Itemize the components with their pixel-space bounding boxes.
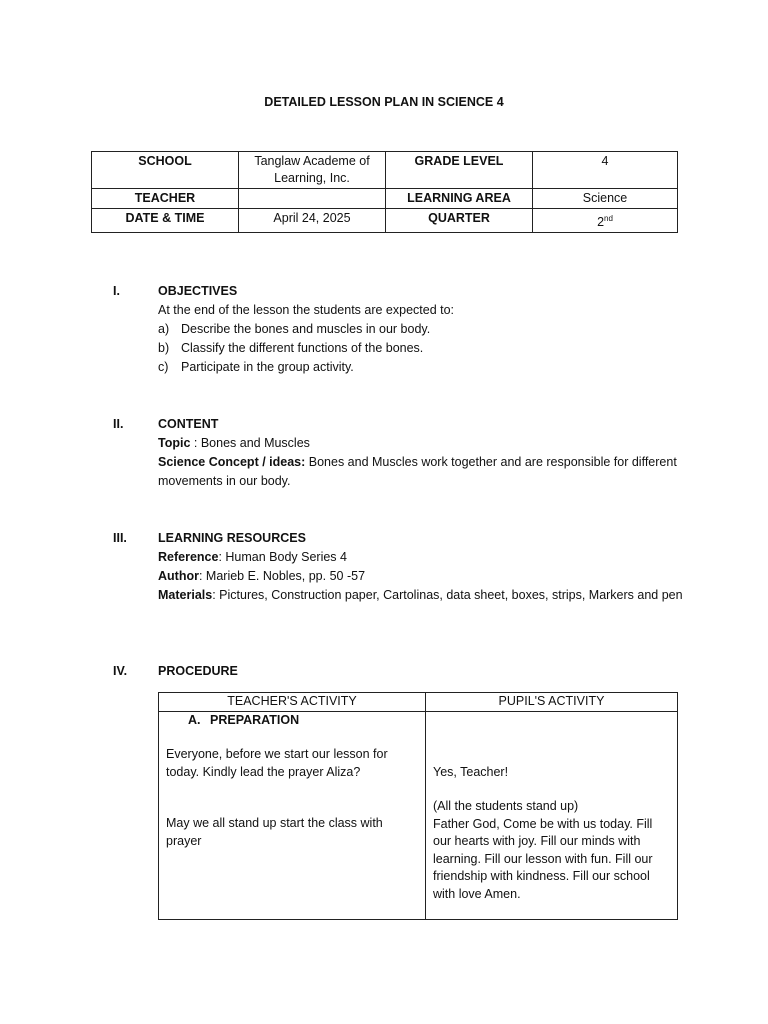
section-number: IV.	[113, 664, 128, 678]
teacher-label: TEACHER	[92, 189, 239, 209]
quarter-number: 2	[597, 215, 605, 230]
school-value-line2: Learning, Inc.	[274, 171, 350, 185]
list-item-text: Describe the bones and muscles in our body.	[181, 322, 431, 336]
teacher-instruction: Everyone, before we start our lesson for today. Kindly lead the prayer Aliza?	[166, 747, 388, 779]
school-label: SCHOOL	[92, 152, 239, 189]
table-row	[92, 189, 678, 209]
quarter-label: QUARTER	[386, 209, 533, 233]
table-row	[92, 209, 678, 233]
learning-area-value: Science	[533, 189, 678, 209]
pupil-response: Yes, Teacher!	[433, 764, 509, 779]
list-marker: a)	[158, 322, 170, 336]
list-item	[158, 358, 683, 377]
list-item	[158, 320, 683, 339]
concept-value: Bones and Muscles work together and are responsible for different movements in our body.	[158, 455, 677, 488]
reference-label: Reference	[158, 550, 219, 564]
content-heading: CONTENT	[158, 417, 219, 431]
procedure-table	[158, 692, 678, 920]
list-marker: b)	[158, 341, 170, 355]
table-row	[159, 711, 678, 919]
preparation-label: PREPARATION	[210, 712, 300, 727]
teacher-value	[239, 189, 386, 209]
pupil-response: (All the students stand up)	[433, 799, 579, 813]
author-value: : Marieb E. Nobles, pp. 50 -57	[198, 569, 366, 583]
concept-line	[158, 453, 683, 491]
quarter-value	[533, 209, 678, 233]
section-number: I.	[113, 284, 120, 298]
teacher-activity-header: TEACHER'S ACTIVITY	[159, 693, 426, 712]
teacher-activity-cell	[159, 711, 426, 919]
section-number: II.	[113, 417, 124, 431]
reference-value: : Human Body Series 4	[218, 550, 347, 564]
table-header-row	[159, 693, 678, 712]
section-number: III.	[113, 531, 127, 545]
author-line	[158, 567, 683, 586]
materials-label: Materials	[158, 588, 213, 602]
school-value	[239, 152, 386, 189]
concept-label: Science Concept / ideas:	[158, 455, 306, 469]
list-item-text: Participate in the group activity.	[181, 360, 354, 374]
list-marker: c)	[158, 360, 169, 374]
pupil-activity-header: PUPIL'S ACTIVITY	[426, 693, 678, 712]
teacher-instruction: May we all stand up start the class with prayer	[166, 816, 383, 848]
procedure-heading: PROCEDURE	[158, 664, 238, 678]
objectives-intro: At the end of the lesson the students are expected to:	[158, 303, 455, 317]
preparation-heading	[166, 712, 418, 730]
author-label: Author	[158, 569, 199, 583]
topic-value: : Bones and Muscles	[190, 436, 310, 450]
table-row	[92, 152, 678, 189]
reference-line	[158, 548, 683, 567]
grade-level-value: 4	[533, 152, 678, 189]
objectives-heading: OBJECTIVES	[158, 284, 238, 298]
topic-label: Topic	[158, 436, 191, 450]
date-time-value: April 24, 2025	[239, 209, 386, 233]
list-item-text: Classify the different functions of the bones.	[181, 341, 424, 355]
lesson-info-table	[91, 151, 678, 233]
materials-line	[158, 586, 683, 605]
pupil-activity-cell	[426, 711, 678, 919]
quarter-suffix: nd	[604, 214, 613, 223]
document-title: DETAILED LESSON PLAN IN SCIENCE 4	[264, 95, 504, 109]
topic-line	[158, 434, 683, 453]
learning-area-label: LEARNING AREA	[386, 189, 533, 209]
preparation-marker: A.	[188, 712, 201, 727]
list-item	[158, 339, 683, 358]
materials-value: : Pictures, Construction paper, Cartolinas, data sheet, boxes, strips, Markers and pen	[212, 588, 683, 602]
pupil-prayer: Father God, Come be with us today. Fill our hearts with joy. Fill our minds with learning. Fill our lesson with fun. Fill our friendship with kindness. Fill our school with love Amen.	[433, 816, 653, 901]
date-time-label: DATE & TIME	[92, 209, 239, 233]
grade-level-label: GRADE LEVEL	[386, 152, 533, 189]
resources-heading: LEARNING RESOURCES	[158, 531, 306, 545]
school-value-line1: Tanglaw Academe of	[254, 154, 370, 168]
